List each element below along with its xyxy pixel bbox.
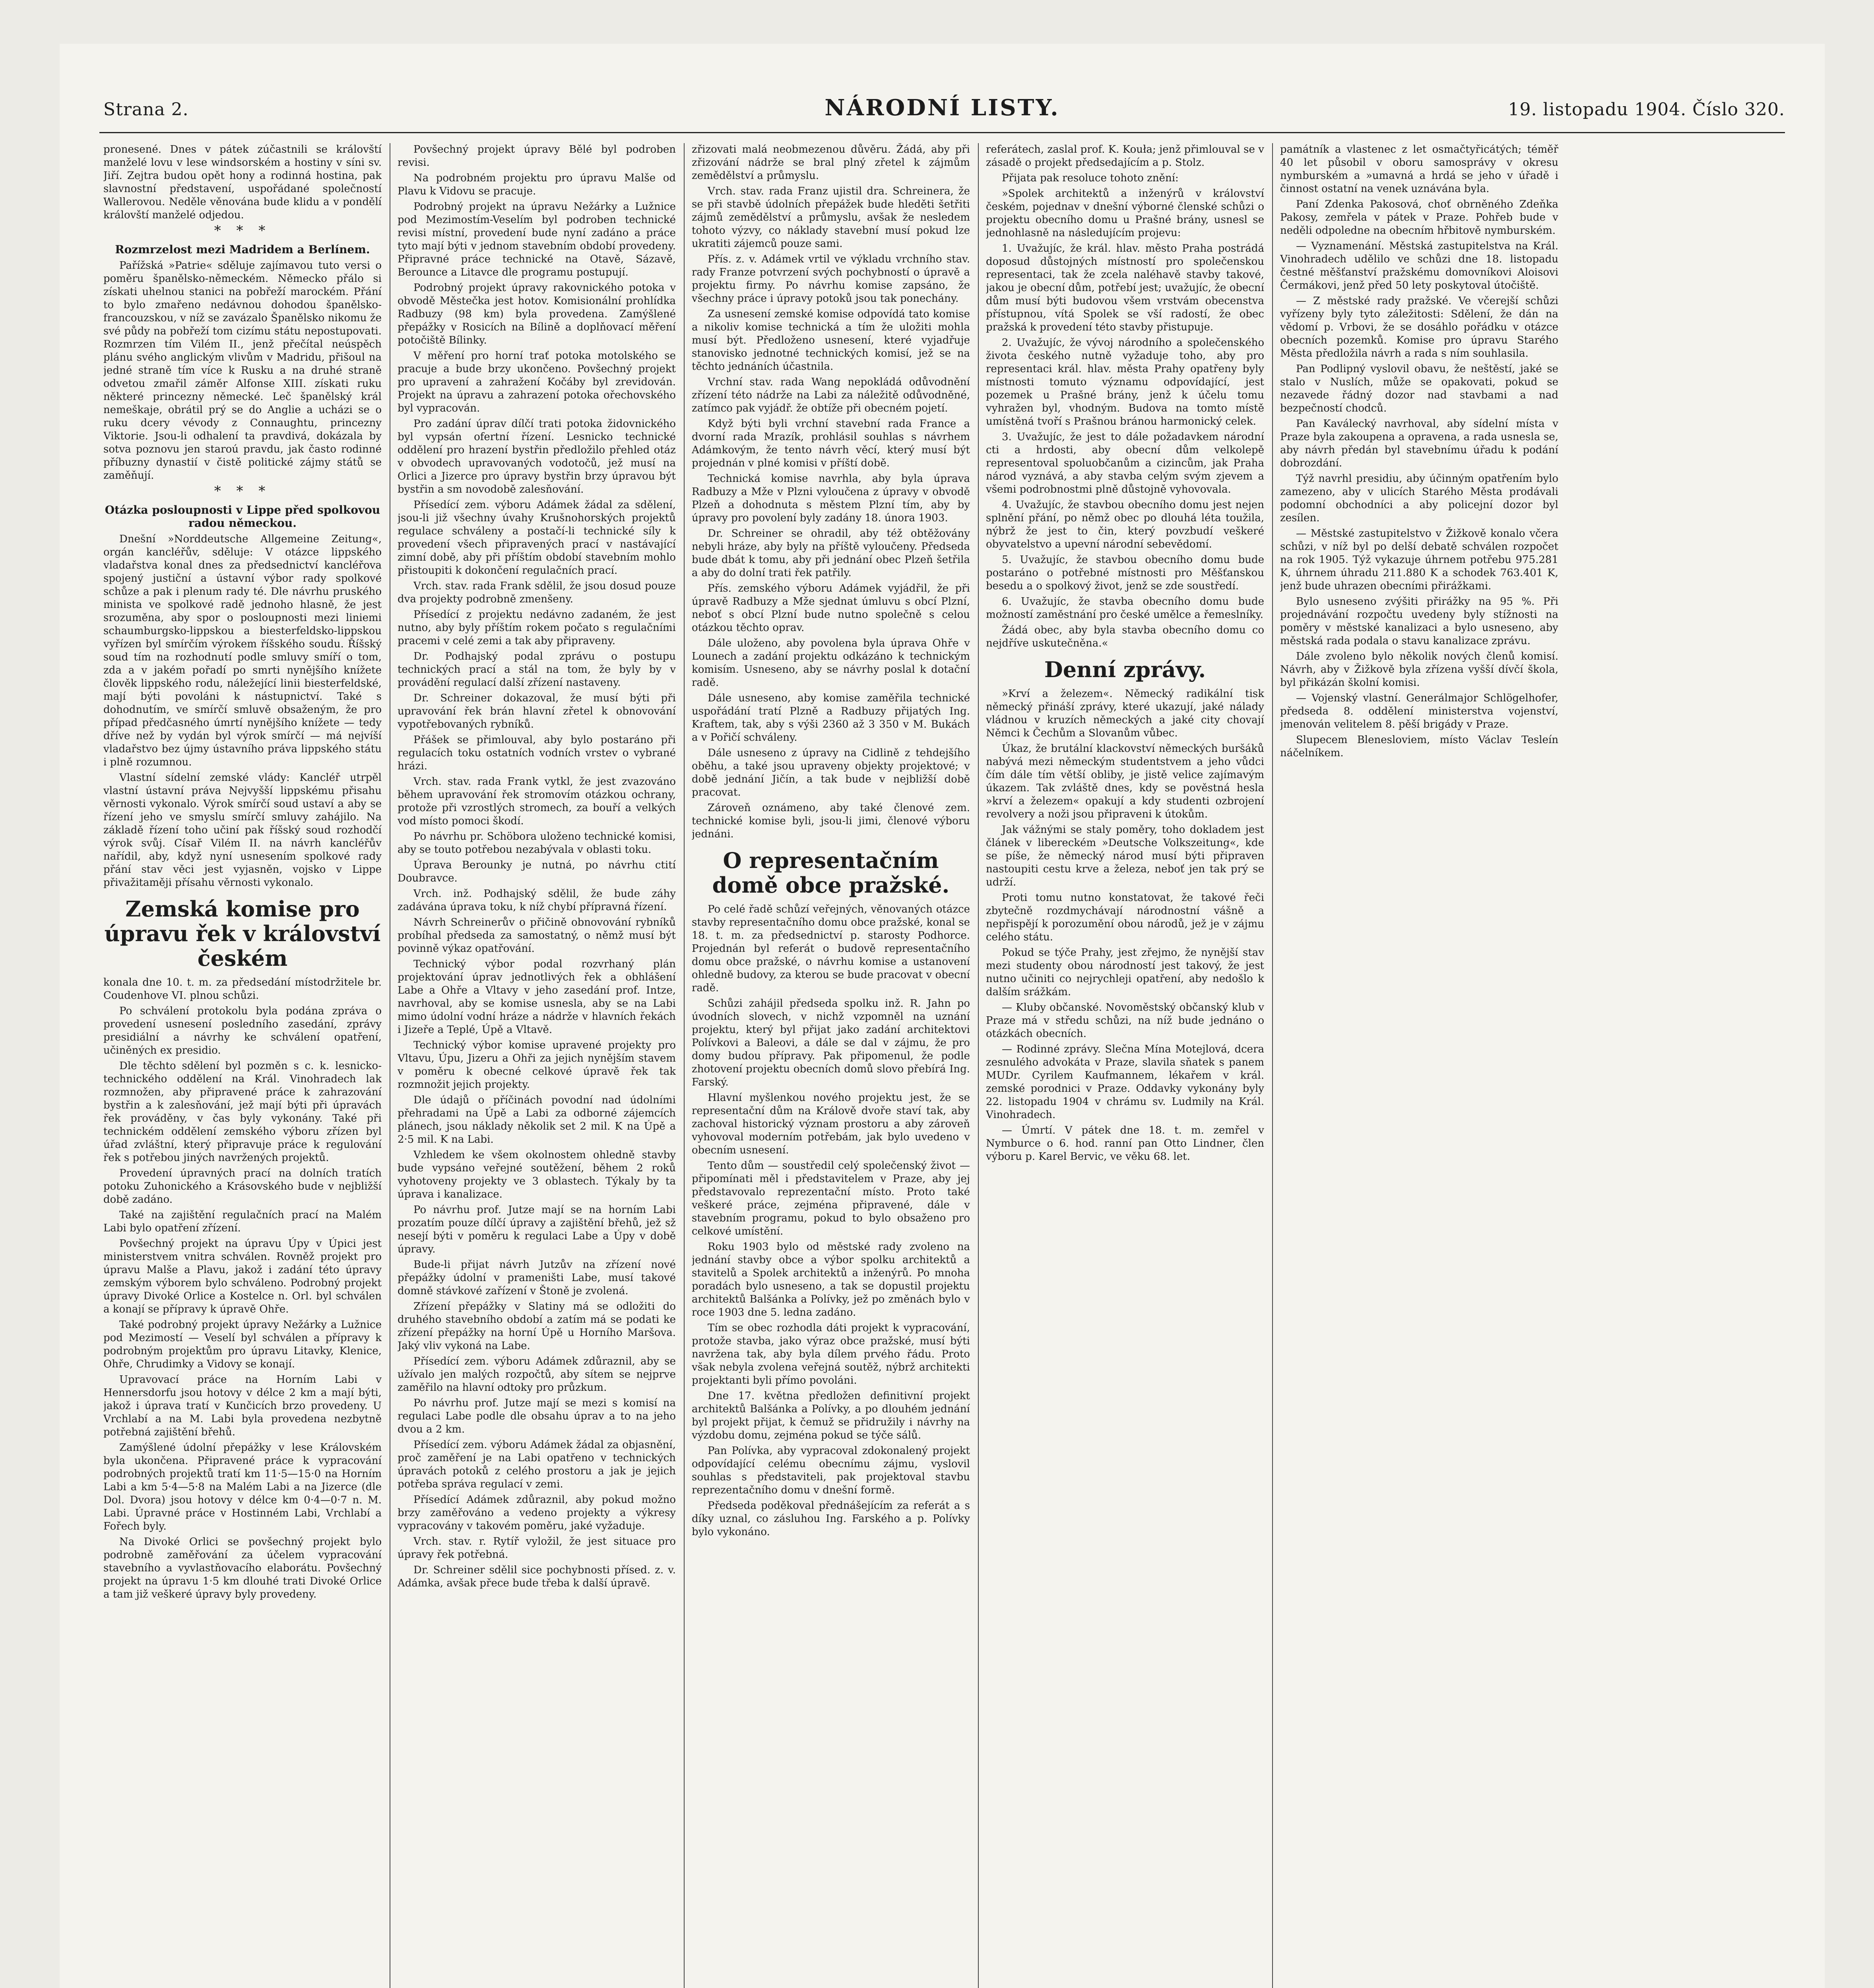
- paragraph: Přísedící z projektu nedávno zadaném, že jest nutno, aby byly příštím rokem počato s regulačními pracemi v celé zemi a tak aby připraveny.: [398, 609, 676, 647]
- newspaper-title: NÁRODNÍ LISTY.: [824, 95, 1060, 121]
- paragraph: Vrch. stav. rada Frank sdělil, že jsou dosud pouze dva projekty podrobně zmenšeny.: [398, 580, 676, 605]
- paragraph: Vzhledem ke všem okolnostem ohledně stavby bude vypsáno veřejné soutěžení, během 2 roků vyhotoveny projekty ve 3 oblastech. Týkaly by ta úprava i kanalizace.: [398, 1149, 676, 1200]
- paragraph: Podrobný projekt na úpravu Nežárky a Lužnice pod Mezimostím-Veselím byl podroben technické revisi místní, provedení bude nyní zadáno a práce tyto mají býti v jednom stavebním období provedeny. Připravné práce technické na Otavě, Sázavě, Berounce a Litavce dle programu postupují.: [398, 201, 676, 278]
- section-heading: Otázka posloupnosti v Lippe před spolkovou radou německou.: [105, 503, 380, 530]
- paragraph: Po návrhu pr. Schöbora uloženo technické komisi, aby se touto potřebou nezabývala v oblasti toku.: [398, 831, 676, 856]
- paragraph: Předseda poděkoval přednášejícím za referát a s díky uznal, co zásluhou Ing. Farského a p. Polívky bylo vykonáno.: [692, 1500, 970, 1538]
- paragraph: Přísedící Adámek zdůraznil, aby pokud možno brzy zaměřováno a vedeno projekty a výkresy vypracovány v takovém poměru, jaké vyžaduje.: [398, 1494, 676, 1532]
- paragraph: Slupecem Blenesloviem, místo Václav Tesleín náčelníkem.: [1280, 734, 1558, 759]
- section-heading: Rozmrzelost mezi Madridem a Berlínem.: [115, 243, 370, 256]
- paragraph: Vrch. inž. Podhajský sdělil, že bude záhy zadávána úprava toku, k níž chybí přípravná řízení.: [398, 888, 676, 913]
- paragraph: Jak vážnými se staly poměry, toho dokladem jest článek v libereckém »Deutsche Volkszeitung«, kde se píše, že německý národ musí býti připraven nastoupiti cestu krve a železa, neboť jen tak prý se udrží.: [986, 824, 1264, 888]
- column-3: [692, 143, 970, 1988]
- section-divider: * * *: [214, 223, 271, 239]
- paragraph: Vlastní sídelní zemské vlády: Kancléř utrpěl vlastní ústavní práva Nejvyšší lippskému přisahu věrnosti vykonalo. Výrok smírčí soud ustaví a aby se řízení jeho ve smyslu smírčí smluvy zahájilo. Na základě řízení toho učiní pak říšský soud rozhodčí výrok svůj. Císař Vilém II. na návrh kancléřův nařídil, aby, když nyní usnesením spolkové rady přání stav věci jest vyjasněn, vojsko v Lippe přivažitaměji přísahu věrnosti vykonalo.: [103, 772, 382, 889]
- paragraph: Zřízení přepážky v Slatiny má se odložiti do druhého stavebního období a zatím má se podati ke zřízení přepážky na horní Úpě u Horního Maršova. Jaký vliv vykoná na Labe.: [398, 1301, 676, 1352]
- paragraph: Přís. z. v. Adámek vrtil ve výkladu vrchního stav. rady Franze potvrzení svých pochybností o úpravě a projektu firmy. Po návrhu komise zapsáno, že všechny práce i úpravy potoků jsou tak ponechány.: [692, 253, 970, 305]
- paragraph: 1. Uvažujíc, že král. hlav. město Praha postrádá doposud důstojných místností pro společenskou representaci, tak že zcela naléhavě stavby takové, jakou je obecní dům, potřebí jest; uvažujíc, že obecní dům musí býti budovou všem vrstvám obecenstva přístupnou, vítá Spolek se vší radostí, že obec pražská k provedení této stavby přistupuje.: [986, 243, 1264, 333]
- paragraph: Pan Podlipný vyslovil obavu, že neštěstí, jaké se stalo v Nuslích, může se opakovati, pokud se nezavede řádný dozor nad stavbami a nad bezpečností chodců.: [1280, 363, 1558, 414]
- paragraph: Přísedící zem. výboru Adámek zdůraznil, aby se užívalo jen malých rozpočtů, aby sítem se nejprve zaměřilo na hlavní odtoky pro průzkum.: [398, 1355, 676, 1394]
- paragraph: Povšechný projekt na úpravu Úpy v Úpici jest ministerstvem vnitra schválen. Rovněž projekt pro úpravu Malše a Plavu, jakož i zadání této úpravy zemským výborem bylo schváleno. Podrobný projekt úpravy Divoké Orlice a Kostelce n. Orl. byl schválen a konají se přípravy k úpravě Ohře.: [103, 1238, 382, 1315]
- paragraph: konala dne 10. t. m. za předsedání místodržitele br. Coudenhove VI. plnou schůzi.: [103, 977, 382, 1002]
- paragraph: Zároveň oznámeno, aby také členové zem. technické komise byli, jsou-li jimi, členové výboru jednáni.: [692, 802, 970, 840]
- paragraph: — Kluby občanské. Novoměstský občanský klub v Praze má v středu schůzi, na níž bude jednáno o otázkách obecních.: [986, 1002, 1264, 1040]
- paragraph: Upravovací práce na Horním Labi v Hennersdorfu jsou hotovy v délce 2 km a mají býti, jakož i úprava tratí v Kunčicích brzo provedeny. U Vrchlabí a na M. Labi byla provedena nezbytně potřebná zajištění břehů.: [103, 1374, 382, 1438]
- paragraph: Proti tomu nutno konstatovat, že takové řeči zbytečně rozdmychávají národnostní vášně a nepřispějí k porozumění obou národů, jež je v zájmu celého státu.: [986, 892, 1264, 943]
- paragraph: Pařížská »Patrie« sděluje zajímavou tuto versi o poměru španělsko-německém. Německo přálo si získati uhelnou stanici na pobřeží marockém. Přání to bylo zmařeno nedávnou dohodou španělsko-francouzskou, v níž se zavázalo Španělsko nikomu že své půdy na pobřeží tom cizímu státu nepostupovati. Rozmrzen tím Vilém II., jenž přečítal neúspěch plánu svého anglickým vlivům v Madridu, přišoul na jedné straně tím více k Rusku a na druhé straně odvetou zmařil záměr Alfonse XIII. získati ruku některé princezny německé. Leč španělský král nemeškaje, obrátil prý se do Anglie a ucházi se o ruku dcery vévody z Connaughtu, princezny Viktorie. Jsou-li odhalení ta pravdivá, dokázala by sotva poznovu jen staroú pravdu, jak často rodinné příbuzny dynastií v čistě politické zájmy států se zaměňují.: [103, 260, 382, 481]
- page-header: [60, 91, 1825, 127]
- article-headline: Zemská komise pro úpravu řek v království českém: [104, 896, 381, 971]
- paragraph: — Rodinné zprávy. Slečna Mína Motejlová, dcera zesnulého advokáta v Praze, slavila sňatek s panem MUDr. Cyrilem Kaufmannem, lékařem v král. zemské porodnici v Praze. Oddavky vykonány byly 22. listopadu 1904 v chrámu sv. Ludmily na Král. Vinohradech.: [986, 1043, 1264, 1121]
- paragraph: — Z městské rady pražské. Ve včerejší schůzi vyřízeny byly tyto záležitosti: Sdělení, že dán na vědomí p. Vrbovi, že se dosáhlo pořádku v otázce obecních pozemků. Komise pro úpravu Starého Města předložila návrh a rada s ním souhlasila.: [1280, 295, 1558, 359]
- paragraph: Přís. zemského výboru Adámek vyjádřil, že při úpravě Radbuzy a Mže sjednat úmluvu s obcí Plzní, neboť s obcí Plzní bude nutno společně s celou otázkou těchto oprav.: [692, 582, 970, 634]
- paragraph: — Vojenský vlastní. Generálmajor Schlögelhofer, předseda 8. oddělení ministerstva vojenství, jmenován velitelem 8. pěší brigády v Praze.: [1280, 692, 1558, 730]
- paragraph: Dnešní »Norddeutsche Allgemeine Zeitung«, orgán kancléřův, sděluje: V otázce lippského vladařstva konal dnes za předsednictví kancléřova spojený justiční a ústavní výbor rady spolkové schůze a pak i plenum rady té. Dle návrhu pruského minista ve spolkové radě jednoho hlasně, že jest srozuměna, aby spor o posloupnosti mezi liniemi schaumburgsko-lippskou a biesterfeldsko-lippskou vyřízen byl smírčím výrokem říšského soudu. Říšský soud tím na rozhodnutí podle smluvy smíří o tom, zda a v jakém pořadí po smrti nynějšího knížete člověk lippského rodu, náležející linii biesterfeldské, mají býti povoláni k nástupnictví. Také s dohodnutím, ve smírčí smluvě obsaženým, že pro případ předčasného úmrtí nynějšího knížete — tedy dříve než by vydán byl výrok smírčí — má nejvíší vladařstvo bez újmy ústavního práva lippského státu i plně rozumnou.: [103, 533, 382, 768]
- paragraph: Přášek se přimlouval, aby bylo postaráno při regulacích toku ostatních vodních vrstev o vybrané hrázi.: [398, 734, 676, 772]
- paragraph: Hlavní myšlenkou nového projektu jest, že se representační dům na Králově dvoře staví tak, aby zachoval historický význam prostoru a aby zároveň vyhovoval moderním potřebám, jak bylo uvedeno v obecním usnesení.: [692, 1092, 970, 1156]
- paragraph: Na podrobném projektu pro úpravu Malše od Plavu k Vidovu se pracuje.: [398, 172, 676, 197]
- paragraph: Přijata pak resoluce tohoto znění:: [1002, 172, 1179, 184]
- paragraph: Dále usneseno z úpravy na Cidlině z tehdejšího oběhu, a také jsou upraveny objekty projektové; v době jednání Jičín, a tak bude v nejbližší době pracovat.: [692, 747, 970, 798]
- paragraph: Pokud se týče Prahy, jest zřejmo, že nynější stav mezi studenty obou národností jest takový, že jest nutno učiniti co nejrychleji opatření, aby nedošlo k dalším srážkám.: [986, 947, 1264, 998]
- paragraph: — Úmrtí. V pátek dne 18. t. m. zemřel v Nymburce o 6. hod. ranní pan Otto Lindner, člen výboru p. Karel Bervic, ve věku 68. let.: [986, 1124, 1264, 1163]
- paragraph: »Krví a železem«. Německý radikální tisk německý přináší zprávy, které ukazují, jaké nálady vládnou v kruzích německých a jaké city chovají Němci k Čechům a Slovanům vůbec.: [986, 688, 1264, 739]
- paragraph: Po schválení protokolu byla podána zpráva o provedení usnesení posledního zasedání, zprávy presidiální a návrhy ke schválení opatření, učiněných ex presidio.: [103, 1005, 382, 1056]
- paragraph: Návrh Schreinerův o přičině obnovování rybníků probíhal předseda za samostatný, o němž musí být povinně výkaz opatřování.: [398, 916, 676, 955]
- paragraph: Dále uloženo, aby povolena byla úprava Ohře v Lounech a zadání projektu odkázáno k technickým komisím. Usneseno, aby se návrhy poslal k dotační radě.: [692, 637, 970, 689]
- paragraph: 2. Uvažujíc, že vývoj národního a společenského života českého nutně vyžaduje toho, aby pro representaci král. hlav. města Prahy opatřeny byly místnosti tomuto významu odpovídající, jest pozemek u Prašné brány, jenž k účelu tomu vyhražen byl, vhodným. Budova na tomto místě umístěná tvoří s Prašnou bránou harmonický celek.: [986, 337, 1264, 427]
- paragraph: Dle těchto sdělení byl pozměn s c. k. lesnicko-technického oddělení na Král. Vinohradech lak rozmnožen, aby připravené práce k zahrazování bystřin a k zalesňování, jež mají býti při úpravách řek prováděny, v čas byly vykonány. Také při technickém oddělení zemského výboru zřízen byl úřad zvláštní, který připravuje práce k regulování řek s potřebou jiných navržených projektů.: [103, 1060, 382, 1164]
- paragraph: 5. Uvažujíc, že stavbou obecního domu bude postaráno o potřebné místnosti pro Měšťanskou besedu a o spolkový život, jenž se zde soustředí.: [986, 554, 1264, 592]
- paragraph: Technický výbor komise upravené projekty pro Vltavu, Úpu, Jizeru a Ohři za jejich nynějším stavem v poměru k obecné celkové úpravě řek tak rozmnožit jejich projekty.: [398, 1039, 676, 1091]
- paragraph: Vrchní stav. rada Wang nepokládá odůvodnění zřízení této nádrže na Labi za náležitě odůvodněné, zatímco pak vyjádř. že obtíže při obecném pojetí.: [692, 376, 970, 414]
- paragraph: Také na zajištění regulačních prací na Malém Labi bylo opatření zřízení.: [103, 1209, 382, 1234]
- paragraph: Pan Kaválecký navrhoval, aby sídelní místa v Praze byla zakoupena a opravena, a rada usnesla se, aby návrh předán byl stavebnímu úřadu k podání dobrozdání.: [1280, 418, 1558, 469]
- paragraph: Dr. Schreiner sdělil sice pochybnosti přísed. z. v. Adámka, avšak přece bude třeba k další úpravě.: [398, 1564, 676, 1589]
- paragraph: pronesené. Dnes v pátek zúčastnili se královští manželé lovu v lese windsorském a hostiny v síni sv. Jiří. Zejtra budou opět hony a rodinná hostina, pak slavnostní představení, uspořádané společností Wallerovou. Neděle věnována bude klidu a v pondělí královští manželé odjedou.: [103, 144, 382, 221]
- paragraph: Roku 1903 bylo od městské rady zvoleno na jednání stavby obce a výbor spolku architektů a stavitelů a Spolek architektů a inženýrů. Po mnoha poradách bylo usneseno, a tak se dopustil projektu architektů Balšánka a Polívky, jež po změnách bylo v roce 1903 dne 5. ledna zadáno.: [692, 1241, 970, 1318]
- page-number: Strana 2.: [103, 99, 189, 120]
- issue-date-number: 19. listopadu 1904. Číslo 320.: [1508, 99, 1785, 120]
- paragraph: Přísedící zem. výboru Adámek žádal za objasnění, proč zaměření je na Labi opatřeno v technických úpravách potoků z celého prostoru a jak je jejich potřeba správa regulací v zemi.: [398, 1439, 676, 1490]
- paragraph: zřizovati malá neobmezenou důvěru. Žádá, aby při zřizování nádrže se bral plný zřetel k zájmům zemědělství a průmyslu.: [692, 144, 970, 182]
- paragraph: Paní Zdenka Pakosová, choť obrněného Zdeňka Pakosy, zemřela v pátek v Praze. Pohřeb bude v neděli odpoledne na obecním hřbitově nymburském.: [1280, 198, 1558, 237]
- paragraph: Vrch. stav. rada Frank vytkl, že jest zvazováno během upravování řek stromovím otázkou ochrany, protože při vzrostlých stromech, za bouří a velkých vod místo pomoci škodí.: [398, 776, 676, 827]
- paragraph: 4. Uvažujíc, že stavbou obecního domu jest nejen splnění přání, po němž obec po dlouhá léta toužila, nýbrž že jest to čin, který povzbudí veškeré obyvatelstvo a upevní národní sebevědomí.: [986, 499, 1264, 550]
- paragraph: Přísedící zem. výboru Adámek žádal za sdělení, jsou-li již všechny úvahy Krušnohorských projektů regulace schváleny a postačí-li technické síly k provedení všech připravených prací v nastávající zimní době, aby při příštím období stavebním mohlo přistoupiti k dokončení regulačních prací.: [398, 499, 676, 577]
- paragraph: — Vyznamenání. Městská zastupitelstva na Král. Vinohradech udělilo ve schůzi dne 18. listopadu čestné měšťanství pražskému domovníkovi Aloisovi Čermákovi, jenž před 50 lety poskytoval útočiště.: [1280, 240, 1558, 291]
- paragraph: »Spolek architektů a inženýrů v království českém, pojednav v dnešní výborné členské schůzi o projektu obecního domu u Prašné brány, usnesl se jednohlasně na následujícím projevu:: [986, 188, 1264, 239]
- paragraph: Pro zadání úprav dílčí trati potoka židovnického byl vypsán ofertní řízení. Lesnicko technické oddělení pro hrazení bystřin předložilo přehled otáz v obvodech upravovaných vodotočů, jež musí na Orlici a Jizerce pro úpravy bystřin brzy úpravou být bystřin a sm novodobě zalesňování.: [398, 418, 676, 495]
- paragraph: Bude-li přijat návrh Jutzův na zřízení nové přepážky údolní v prameništi Labe, musí takové domně stávkové zařízení v Štoně je zvolená.: [398, 1259, 676, 1297]
- paragraph: Podrobný projekt úpravy rakovnického potoka v obvodě Městečka jest hotov. Komisionální prohlídka Radbuzy (98 km) byla provedena. Zamýšlené přepážky v Rosicích na Bílině a doplňovací měření potočiště Bílinky.: [398, 282, 676, 346]
- paragraph: Na Divoké Orlici se povšechný projekt bylo podrobně zaměřování za účelem vypracování stavebního a vyvlastňovacího elaborátu. Povšechný projekt na úpravu 1·5 km dlouhé trati Divoké Orlice a tam již veškeré úpravy byly provedeny.: [103, 1536, 382, 1600]
- paragraph: Technický výbor podal rozvrhaný plán projektování úprav jednotlivých řek a obhlášení Labe a Ohře a Vltavy v jeho zasedání prof. Intze, navrhoval, aby se komise usnesla, aby se na Labi mimo údolní vodní hráze a nádrže v hlavních řekách i Jizeře a Teplé, Úpě a Vltavě.: [398, 958, 676, 1036]
- paragraph: Dr. Podhajský podal zprávu o postupu technických prací a stál na tom, že byly by v provádění regulací další zřízení nastaveny.: [398, 650, 676, 689]
- paragraph: Týž navrhl presidiu, aby účinným opatřením bylo zamezeno, aby v ulicích Starého Města prodávali podomní obchodníci a aby policejní dozor byl zesílen.: [1280, 473, 1558, 524]
- paragraph: Žádá obec, aby byla stavba obecního domu co nejdříve uskutečněna.«: [986, 624, 1264, 649]
- paragraph: Tím se obec rozhodla dáti projekt k vypracování, protože stavba, jako výraz obce pražské, musí býti navržena tak, aby byla dílem prvého řádu. Proto však nebyla zvolena veřejná soutěž, nýbrž architekti projektanti byli přímo povoláni.: [692, 1322, 970, 1386]
- paragraph: 3. Uvažujíc, že jest to dále požadavkem národní cti a hrdosti, aby obecní dům velkolepě representoval spoluobčanům a cizincům, jak Praha národ vyznává, a aby stavba celým svým zjevem a všemi podrobnostmi plně důstojně vyhovovala.: [986, 431, 1264, 495]
- column-4: [986, 143, 1264, 1988]
- section-headline: Denní zprávy.: [1044, 657, 1206, 682]
- column-rule: [684, 143, 685, 1988]
- paragraph: Tento dům — soustředil celý společenský život — připomínati měl i představitelem v Praze, aby jej představovalo reprezentační místo. Proto také veškeré práce, zejména připravené, dále v stavebním programu, pokud to bylo obsaženo pro celkové umístění.: [692, 1160, 970, 1237]
- paragraph: Vrch. stav. rada Franz ujistil dra. Schreinera, že se při stavbě údolních přepážek bude hleděti šetřiti zájmů zemědělství a průmyslu, avšak že nesledem tohoto výzvy, co náklady stavební musí pokud lze ukratiti zájemců pouze sami.: [692, 185, 970, 250]
- paragraph: Dr. Schreiner dokazoval, že musí býti při upravování řek brán hlavní zřetel k obnovování vypotřebovaných rybníků.: [398, 692, 676, 730]
- paragraph: památník a vlastenec z let osmačtyřicátých; téměř 40 let působil v oboru samosprávy v okresu nymburském a »umavná a hrdá se jeho v úřadě i činnost ostatní na venek uznávána byla.: [1280, 144, 1558, 195]
- column-rule: [978, 143, 979, 1988]
- paragraph: Pan Polívka, aby vypracoval zdokonalený projekt odpovídající celému obecnímu zájmu, vyslovil souhlas s představiteli, pak projektoval stavbu reprezentačního domu v dnešní formě.: [692, 1445, 970, 1496]
- column-rule: [1272, 143, 1273, 1988]
- paragraph: Povšechný projekt úpravy Bělé byl podroben revisi.: [398, 144, 676, 169]
- paragraph: Provedení úpravných prací na dolních tratích potoku Zuhonického a Krásovského bude v nejbližší době zadáno.: [103, 1167, 382, 1206]
- paragraph: Po návrhu prof. Jutze mají se na horním Labi prozatím pouze dílčí úpravy a zajištění břehů, jež sž nesejí býti v poměru k regulaci Labe a Úpy v době úpravy.: [398, 1204, 676, 1255]
- paragraph: Dále usneseno, aby komise zaměřila technické uspořádání tratí Plzně a Radbuzy přijatých Ing. Kraftem, tak, aby s výši 2360 až 3 350 v M. Bukách a v Pořičí schváleny.: [692, 692, 970, 744]
- paragraph: Úkaz, že brutální klackovství německých buršáků nabývá mezi německým studentstvem a jeho vůdci čím dále tím větší obliby, je jistě velice zajímavým úkazem. Tak zvláště dnes, kdy se pověstná hesla »krví a železem« opakují a kdy studenti ozbrojení revolvery a noži jsou připraveni k útokům.: [986, 743, 1264, 820]
- paragraph: Dne 17. května předložen definitivní projekt architektů Balšánka a Polívky, a po dlouhém jednání byl projekt přijat, k čemuž se přidružily i návrhy na výzdobu domu, zejména pokud se týče sálů.: [692, 1390, 970, 1441]
- paragraph: Po celé řadě schůzí veřejných, věnovaných otázce stavby representačního domu obce pražské, konal se 18. t. m. za předsednictví p. starosty Podhorce. Projednán byl referát o budově representačního domu obce pražské, o návrhu komise a ustanovení ohledně budovy, za kterou se bude pracovat v obecní radě.: [692, 903, 970, 994]
- paragraph: V měření pro horní trať potoka motolského se pracuje a bude brzy ukončeno. Povšechný projekt pro upravení a zahražení Kočáby byl zrevidován. Projekt na úpravu a zahrazení potoka ořechovského byl vypracován.: [398, 350, 676, 414]
- section-divider: * * *: [214, 483, 271, 499]
- paragraph: Dr. Schreiner se ohradil, aby též obtěžovány nebyli hráze, aby byly na příště vyloučeny. Předseda bude dbát k tomu, aby při jednání obec Plzeň šetřila a aby do dolní trati řek patřily.: [692, 528, 970, 579]
- paragraph: Technická komise navrhla, aby byla úprava Radbuzy a Mže v Plzni vyloučena z úpravy v obvodě Plzeň a dohodnuta s městem Plzní tím, aby by úpravy pro povolení byly zadány 18. února 1903.: [692, 473, 970, 524]
- paragraph: — Městské zastupitelstvo v Žižkově konalo včera schůzi, v níž byl po delší debatě schválen rozpočet na rok 1905. Týž vykazuje úhrnem potřebu 975.281 K, úhrnem úhradu 211.880 K a schodek 763.401 K, jenž bude uhrazen obecními přirážkami.: [1280, 528, 1558, 592]
- paragraph: Zamýšlené údolní přepážky v lese Královském byla ukončena. Připravené práce k vypracování podrobných projektů tratí km 11·5—15·0 na Horním Labi a km 5·4—5·8 na Malém Labi a na Jizerce (dle Dol. Dvora) jsou hotovy v délce km 0·4—0·7 n. M. Labi. Úpravné práce v Hostinném Labi, Vrchlabí a Fořech byly.: [103, 1442, 382, 1532]
- paragraph: Vrch. stav. r. Rytíř vyložil, že jest situace pro úpravy řek potřebná.: [398, 1536, 676, 1561]
- paragraph: Dle údajů o příčinách povodní nad údolními přehradami na Úpě a Labi za odborné zájemcích plánech, jsou náklady několik set 2 mil. K na Úpě a 2·5 mil. K na Labi.: [398, 1094, 676, 1145]
- column-5: [1280, 143, 1558, 1988]
- paragraph: Schůzi zahájil předseda spolku inž. R. Jahn po úvodních slovech, v nichž vzpomněl na uznání projektu, který byl přijat jako zadání architektovi Polívkovi a Baleovi, a dále se dal v zájmu, že pro domy budou přípravy. Pak připomenul, že podle zhotovení projektu obecních domů slovo přebírá Ing. Farský.: [692, 998, 970, 1088]
- article-headline: O representačním domě obce pražské.: [712, 848, 950, 898]
- column-2: [398, 143, 676, 1988]
- paragraph: Po návrhu prof. Jutze mají se mezi s komisí na regulaci Labe podle dle obsahu úprav a to na jeho dvou a 2 km.: [398, 1397, 676, 1435]
- paragraph: 6. Uvažujíc, že stavba obecního domu bude možností zaměstnání pro české umělce a řemeslníky.: [986, 596, 1264, 621]
- paragraph: Také podrobný projekt úpravy Nežárky a Lužnice pod Mezimostí — Veselí byl schválen a přípravy k podrobným projektům pro úpravu Litavky, Klenice, Ohře, Chrudimky a Vidovy se konají.: [103, 1319, 382, 1370]
- paragraph: Když býti byli vrchní stavební rada France a dvorní rada Mrazík, prohlásil souhlas s návrhem Adámkovým, že tento návrh věcí, který musí být projednán v plné komisi v příští době.: [692, 418, 970, 469]
- header-rule: [99, 132, 1785, 133]
- paragraph: referátech, zaslal prof. K. Kouła; jenž přimlouval se v zásadě o projekt předsedajícím a p. Stolz.: [986, 144, 1264, 169]
- paragraph: Za usnesení zemské komise odpovídá tato komise a nikoliv komise technická a tím že uložiti mohla musí být. Předloženo usnesení, které vyjadřuje stanovisko jednotné technických komisí, jež se na těchto jednáních účastnila.: [692, 308, 970, 373]
- paragraph: Bylo usneseno zvýšiti přirážky na 95 %. Při projednávání rozpočtu uvedeny byly stížnosti na poměry v městské kanalizaci a bylo usneseno, aby městská rada podala o stavu kanalizace zprávu.: [1280, 596, 1558, 647]
- column-1: [103, 143, 382, 1988]
- newspaper-page: [60, 44, 1825, 1988]
- paragraph: Dále zvoleno bylo několik nových členů komisí. Návrh, aby v Žižkově byla zřízena vyšší dívčí škola, byl přikázán školní komisi.: [1280, 650, 1558, 689]
- paragraph: Úprava Berounky je nutná, po návrhu ctití Doubravce.: [398, 859, 676, 884]
